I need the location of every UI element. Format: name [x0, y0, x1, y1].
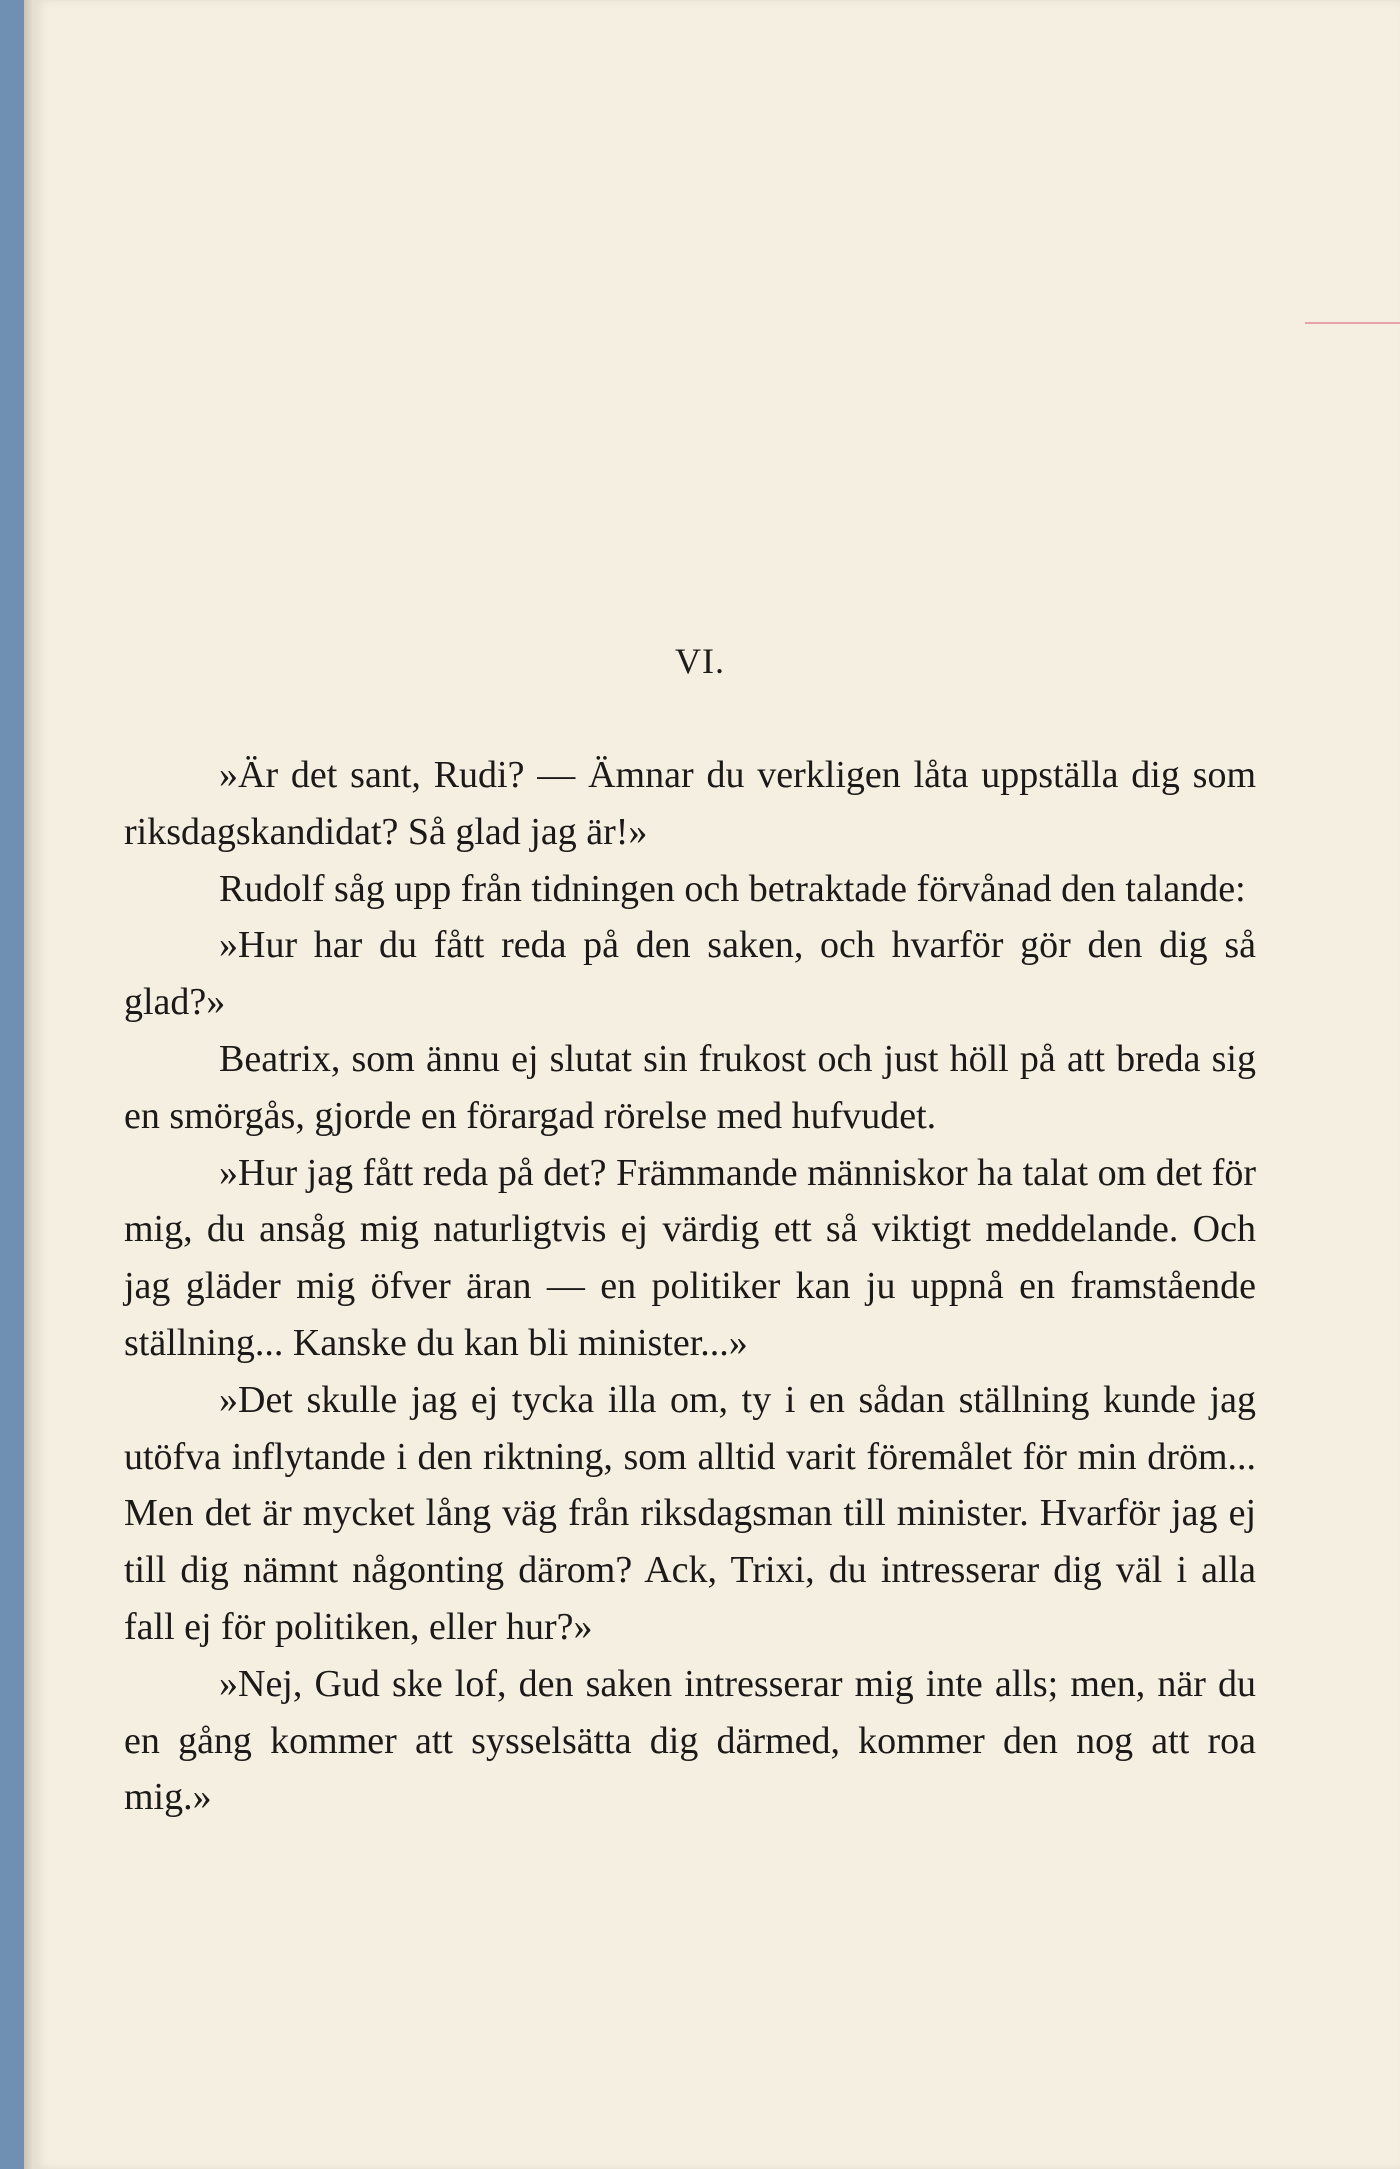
paragraph: Rudolf såg upp från tidningen och betraktade förvånad den talande: — [219, 867, 1246, 910]
paragraph: »Hur har du fått reda på den saken, och hvarför gör den dig så glad?» — [124, 924, 1256, 1024]
chapter-heading: VI. — [675, 641, 725, 681]
paragraph: »Är det sant, Rudi? — Ämnar du verkligen låta uppställa dig som riksdagskandidat? Så glad jag är!» — [124, 754, 1256, 853]
margin-mark — [1305, 322, 1400, 324]
paragraph: Beatrix, som ännu ej slutat sin frukost och just höll på att breda sig en smörgås, gjorde en förargad rörelse med hufvudet. — [124, 1037, 1256, 1137]
paragraph: »Nej, Gud ske lof, den saken intresserar mig inte alls; men, när du en gång kommer att sysselsätta dig därmed, kommer den nog att roa mig.» — [124, 1662, 1256, 1819]
body-text — [124, 747, 1256, 1826]
paragraph: »Det skulle jag ej tycka illa om, ty i en sådan ställning kunde jag utöfva inflytande i den riktning, som alltid varit föremålet för min dröm... Men det är mycket lång väg från riksdagsman till minister. Hvarför jag ej till dig nämnt någonting därom? Ack, Trixi, du intresserar dig väl i alla fall ej för politiken, eller hur?» — [124, 1378, 1256, 1648]
paragraph: »Hur jag fått reda på det? Främmande människor ha talat om det för mig, du ansåg mig naturligtvis ej värdig ett så viktigt meddelande. Och jag gläder mig öfver äran — en politiker kan ju uppnå en framstående ställning... Kanske du kan bli minister...» — [124, 1151, 1256, 1364]
